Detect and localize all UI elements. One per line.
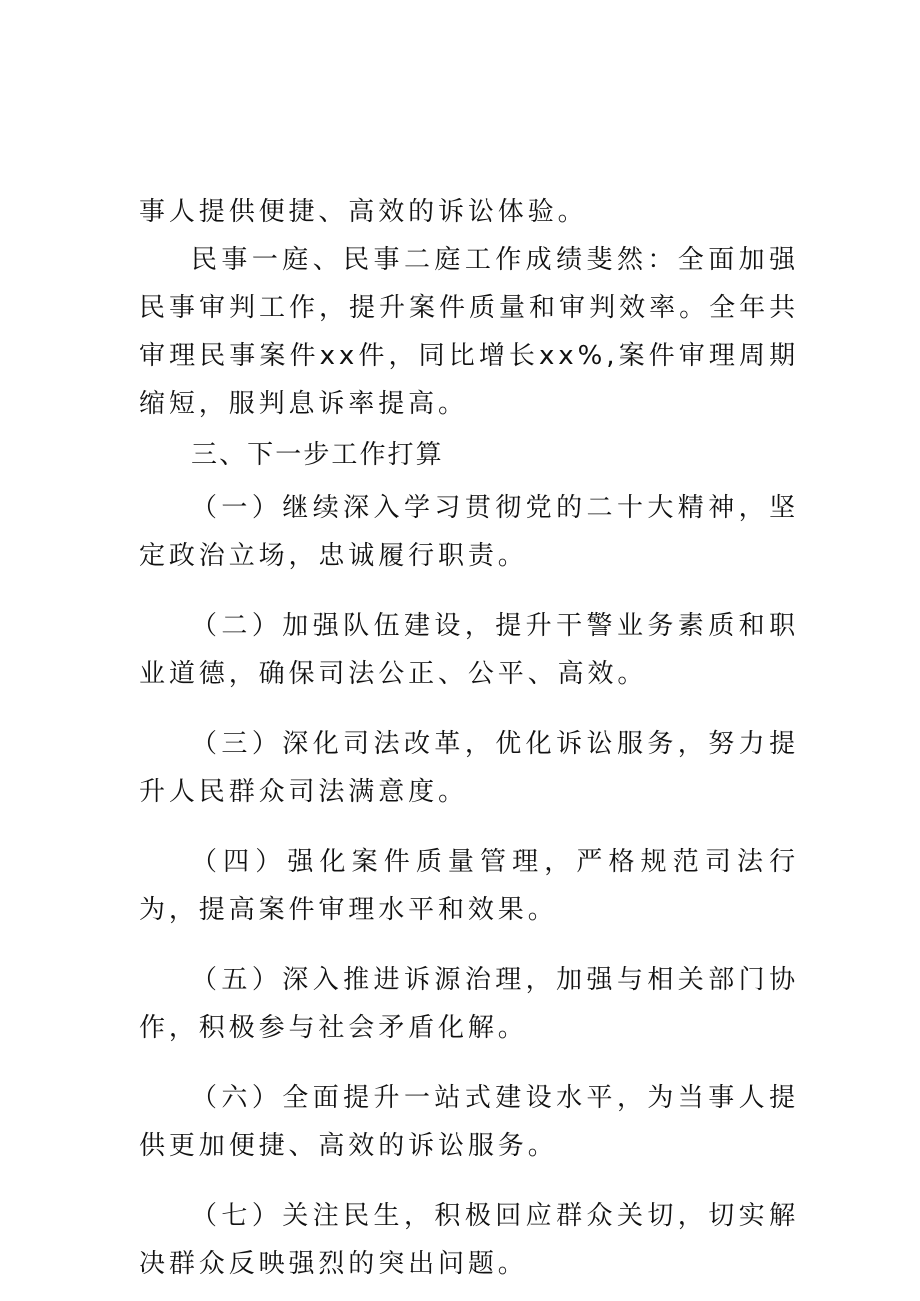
list-item-2: （二）加强队伍建设，提升干警业务素质和职业道德，确保司法公正、公平、高效。 <box>139 611 799 689</box>
list-item-1: （一）继续深入学习贯彻党的二十大精神，坚定政治立场，忠诚履行职责。 <box>139 493 799 571</box>
paragraph-civil-courts: 民事一庭、民事二庭工作成绩斐然：全面加强民事审判工作，提升案件质量和审判效率。全年共审理民事案件xx件，同比增长xx%,案件审理周期缩短，服判息诉率提高。 <box>139 245 799 419</box>
paragraph-continuation: 事人提供便捷、高效的诉讼体验。 <box>139 197 588 227</box>
list-item-7: （七）关注民生，积极回应群众关切，切实解决群众反映强烈的突出问题。 <box>139 1201 799 1279</box>
list-item-4: （四）强化案件质量管理，严格规范司法行为，提高案件审理水平和效果。 <box>139 847 799 925</box>
list-item-5: （五）深入推进诉源治理，加强与相关部门协作，积极参与社会矛盾化解。 <box>139 965 799 1043</box>
list-item-3: （三）深化司法改革，优化诉讼服务，努力提升人民群众司法满意度。 <box>139 729 799 807</box>
section-heading: 三、下一步工作打算 <box>191 440 444 470</box>
document-body <box>139 188 799 1288</box>
list-item-6: （六）全面提升一站式建设水平，为当事人提供更加便捷、高效的诉讼服务。 <box>139 1083 799 1161</box>
